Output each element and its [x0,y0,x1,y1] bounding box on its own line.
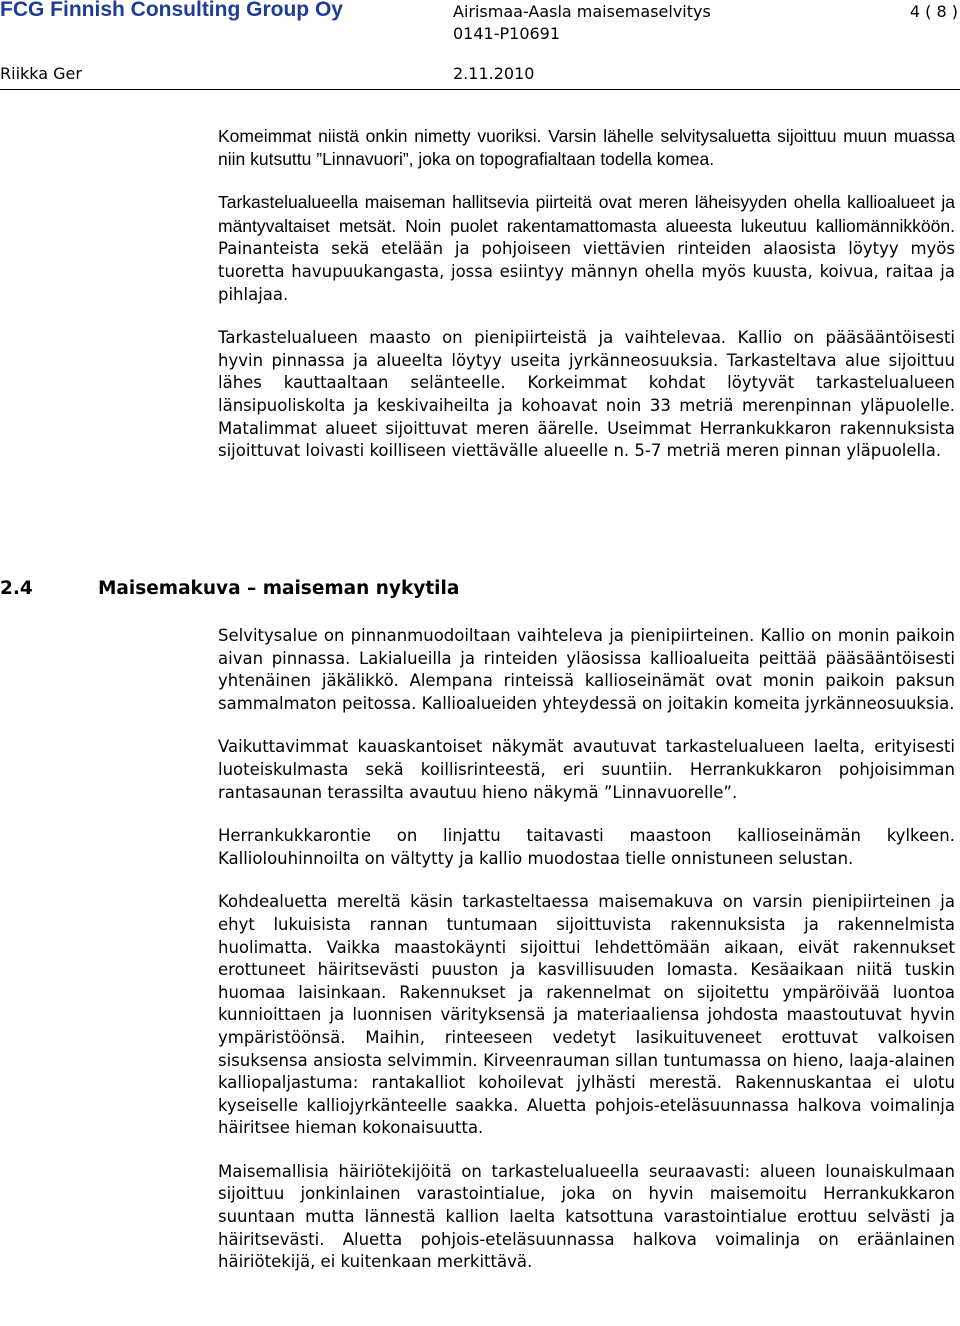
header-divider [0,89,960,90]
document-date: 2.11.2010 [453,64,535,83]
paragraph-5: Vaikuttavimmat kauaskantoiset näkymät avautuvat tarkastelualueen laelta, erityisesti luoteiskulmasta sekä koillisrinteestä, eri suuntiin. Herrankukkaron pohjoisimman rantasaunan terassilta avautuu hieno näkymä ”Linnavuorelle”. [218,737,955,802]
company-name: FCG Finnish Consulting Group Oy [0,0,343,21]
paragraph-2a: Tarkastelualueella maiseman hallitsevia piirteitä ovat meren läheisyyden ohella kallioalueet ja mäntyvaltaiset metsät. Noin puolet rakentamattomasta alueesta lukeutuu kalliomännikköön. [218,192,955,236]
paragraph-6: Herrankukkarontie on linjattu taitavasti maastoon kallioseinämän kylkeen. Kalliolouhinnoilta on vältytty ja kallio muodostaa tielle onnistuneen selustan. [218,826,955,868]
project-number: 0141-P10691 [453,24,561,43]
project-title: Airismaa-Aasla maisemaselvitys [453,2,711,21]
paragraph-1: Komeimmat niistä onkin nimetty vuoriksi. Varsin lähelle selvitysaluetta sijoittuu muun muassa niin kutsuttu ”Linnavuori”, joka on topografialtaan todella komea. [218,126,955,169]
page-number: 4 ( 8 ) [909,2,958,21]
body-text-lower [218,625,955,1295]
paragraph-2b: Painanteista sekä etelään ja pohjoiseen viettävien rinteiden alaosista löytyy myös tuoretta havupuukangasta, jossa esiintyy männyn ohella myös kuusta, koivua, raitaa ja pihlajaa. [218,239,955,304]
paragraph-7: Kohdealuetta mereltä käsin tarkasteltaessa maisemakuva on varsin pienipiirteinen ja ehyt lukuisista rannan tuntumaan sijoittuvista rakennuksista ja rakennelmista huolimatta. Vaikka maastokäynti sijoittui lehdettömään aikaan, eivät rakennukset erottuneet häiritsevästi puuston ja kasvillisuuden lomasta. Kesäaikaan niitä tuskin huomaa laisinkaan. Rakennukset ja rakennelmat on sijoitettu ympäröivää luontoa kunnioittaen ja luonnisen värityksensä ja materiaaliensa johdosta maastoutuvat hyvin ympäristöönsä. Maihin, rinteeseen vedetyt lasikuituveneet erottuvat valkoisen sisuksensa ansiosta selvimmin. Kirveenrauman sillan tuntumassa on hieno, laaja-alainen kalliopaljastuma: rantakalliot kohoilevat jylhästi merestä. Rakennuskantaa ei ulotu kyseiselle kalliojyrkänteelle saakka. Aluetta pohjois-eteläsuunnassa halkova voimalinja häiritsee hieman kokonaisuutta. [218,892,955,1138]
paragraph-3: Tarkastelualueen maasto on pienipiirteistä ja vaihtelevaa. Kallio on pääsääntöisesti hyvin pinnassa ja alueelta löytyy useita jyrkänneosuuksia. Tarkasteltava alue sijoittuu lähes kauttaaltaan selänteelle. Korkeimmat kohdat löytyvät tarkastelualueen länsipuoliskolta ja keskivaiheilta ja kohoavat noin 33 metriä merenpinnan yläpuolelle. Matalimmat alueet sijoittuvat meren äärelle. Useimmat Herrankukkaron rakennuksista sijoittuvat loivasti koilliseen viettävälle alueelle n. 5-7 metriä meren pinnan yläpuolella. [218,328,955,461]
section-title: Maisemakuva – maiseman nykytila [98,578,460,599]
paragraph-2 [218,191,955,306]
paragraph-4: Selvitysalue on pinnanmuodoiltaan vaihteleva ja pienipiirteinen. Kallio on monin paikoin aivan pinnassa. Lakialueilla ja rinteiden yläosissa kallioalueita peittää pääsääntöisesti yhtenäinen jäkälikkö. Alempana rinteissä kallioseinämät ovat monin paikoin paksun sammalmaton peitossa. Kallioalueiden yhteydessä on joitakin komeita jyrkänneosuuksia. [218,626,955,713]
section-number: 2.4 [0,578,33,599]
author-name: Riikka Ger [0,64,82,83]
paragraph-8: Maisemallisia häiriötekijöitä on tarkastelualueella seuraavasti: alueen lounaiskulmaan sijoittuu jonkinlainen varastointialue, joka on hyvin maisemoitu Herrankukkaron suuntaan mutta lännestä kallion laelta katsottuna varastointialue erottuu selvästi ja häiritsevästi. Aluetta pohjois-eteläsuunnassa halkova voimalinja on eräänlainen häiriötekijä, ei kuitenkaan merkittävä. [218,1161,955,1272]
body-text-upper [218,125,955,484]
